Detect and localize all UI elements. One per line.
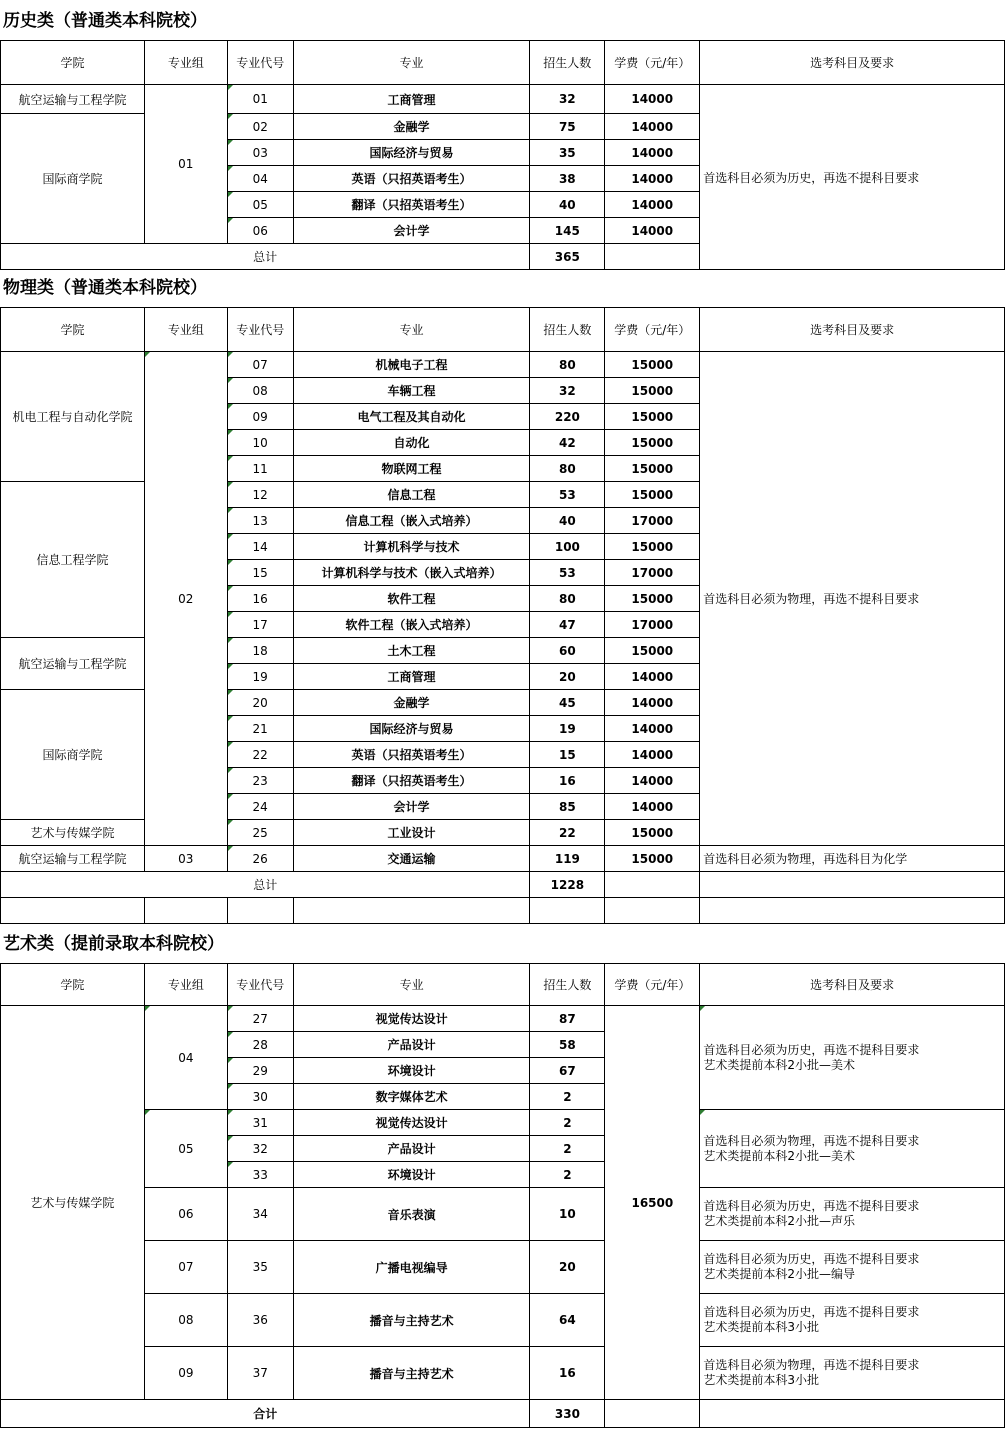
requirement-line-1: 首选科目必须为物理，再选不提科目要求 — [703, 1133, 920, 1148]
college-cell: 航空运输与工程学院 — [1, 638, 145, 690]
requirement-cell — [700, 1006, 1005, 1110]
count-cell: 16 — [530, 768, 605, 794]
code-cell: 03 — [227, 140, 293, 166]
count-cell: 80 — [530, 586, 605, 612]
fee-cell: 15000 — [605, 482, 700, 508]
code-cell: 17 — [227, 612, 293, 638]
major-cell: 英语（只招英语考生） — [293, 166, 530, 192]
major-cell: 车辆工程 — [293, 378, 530, 404]
table-row — [1, 1241, 1005, 1294]
code-cell: 15 — [227, 560, 293, 586]
code-cell: 12 — [227, 482, 293, 508]
total-fee-empty — [605, 244, 700, 270]
college-cell: 艺术与传媒学院 — [1, 1006, 145, 1400]
total-req-empty — [700, 872, 1005, 898]
group-cell: 04 — [144, 1006, 227, 1110]
fee-cell: 15000 — [605, 456, 700, 482]
total-row — [1, 872, 1005, 898]
requirement-line-1: 首选科目必须为历史，再选不提科目要求 — [703, 1305, 920, 1319]
fee-cell: 15000 — [605, 820, 700, 846]
fee-cell: 15000 — [605, 534, 700, 560]
table-row — [1, 1188, 1005, 1241]
major-cell: 会计学 — [293, 218, 530, 244]
art-table — [0, 963, 1005, 1428]
spacer-row — [1, 898, 1005, 924]
major-cell: 数字媒体艺术 — [293, 1084, 530, 1110]
group-cell: 05 — [144, 1110, 227, 1188]
section-title-art: 艺术类（提前录取本科院校） — [3, 934, 224, 954]
major-cell: 播音与主持艺术 — [293, 1294, 530, 1347]
major-cell: 环境设计 — [293, 1162, 530, 1188]
fee-cell: 14000 — [605, 742, 700, 768]
requirement-cell — [700, 1241, 1005, 1294]
table-header-row — [1, 308, 1005, 352]
major-cell: 视觉传达设计 — [293, 1110, 530, 1136]
major-cell: 工商管理 — [293, 664, 530, 690]
count-cell: 20 — [530, 664, 605, 690]
header-major: 专业 — [293, 41, 530, 85]
total-label: 合计 — [1, 1400, 530, 1428]
count-cell: 64 — [530, 1294, 605, 1347]
major-cell: 物联网工程 — [293, 456, 530, 482]
code-cell: 26 — [227, 846, 293, 872]
code-cell: 07 — [227, 352, 293, 378]
header-group: 专业组 — [144, 964, 227, 1006]
requirement-cell — [700, 1294, 1005, 1347]
major-cell: 电气工程及其自动化 — [293, 404, 530, 430]
total-value: 365 — [530, 244, 605, 270]
count-cell: 2 — [530, 1084, 605, 1110]
code-cell: 13 — [227, 508, 293, 534]
count-cell: 85 — [530, 794, 605, 820]
group-cell: 06 — [144, 1188, 227, 1241]
table-row — [1, 1294, 1005, 1347]
requirement-cell — [700, 1347, 1005, 1400]
count-cell: 15 — [530, 742, 605, 768]
code-cell: 30 — [227, 1084, 293, 1110]
header-requirement: 选考科目及要求 — [700, 964, 1005, 1006]
major-cell: 广播电视编导 — [293, 1241, 530, 1294]
total-value: 330 — [530, 1400, 605, 1428]
count-cell: 145 — [530, 218, 605, 244]
requirement-line-2: 艺术类提前本科3小批 — [703, 1320, 819, 1334]
major-cell: 土木工程 — [293, 638, 530, 664]
header-count: 招生人数 — [530, 308, 605, 352]
requirement-line-2: 艺术类提前本科3小批 — [703, 1373, 819, 1387]
count-cell: 40 — [530, 192, 605, 218]
count-cell: 20 — [530, 1241, 605, 1294]
code-cell: 28 — [227, 1032, 293, 1058]
fee-cell: 16500 — [605, 1006, 700, 1400]
major-cell: 工商管理 — [293, 85, 530, 114]
college-cell: 国际商学院 — [1, 114, 145, 244]
requirement-cell — [700, 1110, 1005, 1188]
code-cell: 36 — [227, 1294, 293, 1347]
header-requirement: 选考科目及要求 — [700, 308, 1005, 352]
requirement-cell: 首选科目必须为历史，再选不提科目要求 — [700, 85, 1005, 270]
count-cell: 40 — [530, 508, 605, 534]
group-cell: 07 — [144, 1241, 227, 1294]
fee-cell: 14000 — [605, 664, 700, 690]
code-cell: 08 — [227, 378, 293, 404]
physics-table — [0, 307, 1005, 924]
total-value: 1228 — [530, 872, 605, 898]
count-cell: 22 — [530, 820, 605, 846]
major-cell: 金融学 — [293, 690, 530, 716]
requirement-line-2: 艺术类提前本科2小批—美术 — [703, 1057, 855, 1072]
fee-cell: 14000 — [605, 218, 700, 244]
code-cell: 22 — [227, 742, 293, 768]
requirement-cell: 首选科目必须为物理，再选不提科目要求 — [700, 352, 1005, 846]
college-cell: 机电工程与自动化学院 — [1, 352, 145, 482]
college-cell: 航空运输与工程学院 — [1, 846, 145, 872]
code-cell: 11 — [227, 456, 293, 482]
fee-cell: 15000 — [605, 846, 700, 872]
code-cell: 16 — [227, 586, 293, 612]
header-fee: 学费（元/年） — [605, 308, 700, 352]
count-cell: 16 — [530, 1347, 605, 1400]
major-cell: 音乐表演 — [293, 1188, 530, 1241]
table-row — [1, 85, 1005, 114]
header-code: 专业代号 — [227, 964, 293, 1006]
header-group: 专业组 — [144, 41, 227, 85]
header-fee: 学费（元/年） — [605, 964, 700, 1006]
table-header-row — [1, 964, 1005, 1006]
count-cell: 38 — [530, 166, 605, 192]
code-cell: 19 — [227, 664, 293, 690]
code-cell: 34 — [227, 1188, 293, 1241]
table-row — [1, 1110, 1005, 1136]
table-header-row — [1, 41, 1005, 85]
major-cell: 国际经济与贸易 — [293, 716, 530, 742]
requirement-line-2: 艺术类提前本科2小批—编导 — [703, 1267, 855, 1281]
fee-cell: 14000 — [605, 114, 700, 140]
code-cell: 06 — [227, 218, 293, 244]
major-cell: 机械电子工程 — [293, 352, 530, 378]
header-major: 专业 — [293, 308, 530, 352]
fee-cell: 14000 — [605, 85, 700, 114]
count-cell: 45 — [530, 690, 605, 716]
fee-cell: 14000 — [605, 768, 700, 794]
header-fee: 学费（元/年） — [605, 41, 700, 85]
group-cell: 09 — [144, 1347, 227, 1400]
major-cell: 环境设计 — [293, 1058, 530, 1084]
major-cell: 产品设计 — [293, 1032, 530, 1058]
total-label: 总计 — [1, 244, 530, 270]
code-cell: 01 — [227, 85, 293, 114]
fee-cell: 17000 — [605, 612, 700, 638]
code-cell: 35 — [227, 1241, 293, 1294]
code-cell: 32 — [227, 1136, 293, 1162]
requirement-line-1: 首选科目必须为历史，再选不提科目要求 — [703, 1199, 920, 1213]
count-cell: 220 — [530, 404, 605, 430]
major-cell: 播音与主持艺术 — [293, 1347, 530, 1400]
college-cell: 国际商学院 — [1, 690, 145, 820]
major-cell: 自动化 — [293, 430, 530, 456]
table-row — [1, 352, 1005, 378]
header-count: 招生人数 — [530, 964, 605, 1006]
code-cell: 25 — [227, 820, 293, 846]
section-title-history: 历史类（普通类本科院校） — [3, 11, 207, 31]
table-row — [1, 1347, 1005, 1400]
count-cell: 35 — [530, 140, 605, 166]
major-cell: 计算机科学与技术（嵌入式培养） — [293, 560, 530, 586]
header-code: 专业代号 — [227, 41, 293, 85]
fee-cell: 14000 — [605, 794, 700, 820]
count-cell: 119 — [530, 846, 605, 872]
code-cell: 18 — [227, 638, 293, 664]
code-cell: 20 — [227, 690, 293, 716]
count-cell: 47 — [530, 612, 605, 638]
count-cell: 42 — [530, 430, 605, 456]
code-cell: 09 — [227, 404, 293, 430]
fee-cell: 14000 — [605, 166, 700, 192]
major-cell: 金融学 — [293, 114, 530, 140]
count-cell: 87 — [530, 1006, 605, 1032]
group-cell: 08 — [144, 1294, 227, 1347]
fee-cell: 14000 — [605, 716, 700, 742]
major-cell: 交通运输 — [293, 846, 530, 872]
count-cell: 60 — [530, 638, 605, 664]
total-fee-empty — [605, 1400, 700, 1428]
major-cell: 信息工程 — [293, 482, 530, 508]
header-requirement: 选考科目及要求 — [700, 41, 1005, 85]
fee-cell: 14000 — [605, 690, 700, 716]
code-cell: 21 — [227, 716, 293, 742]
code-cell: 33 — [227, 1162, 293, 1188]
requirement-line-1: 首选科目必须为历史，再选不提科目要求 — [703, 1042, 920, 1057]
header-major: 专业 — [293, 964, 530, 1006]
code-cell: 02 — [227, 114, 293, 140]
code-cell: 04 — [227, 166, 293, 192]
major-cell: 翻译（只招英语考生） — [293, 768, 530, 794]
count-cell: 58 — [530, 1032, 605, 1058]
college-cell: 航空运输与工程学院 — [1, 85, 145, 114]
code-cell: 29 — [227, 1058, 293, 1084]
count-cell: 80 — [530, 456, 605, 482]
code-cell: 05 — [227, 192, 293, 218]
count-cell: 67 — [530, 1058, 605, 1084]
major-cell: 英语（只招英语考生） — [293, 742, 530, 768]
fee-cell: 17000 — [605, 508, 700, 534]
code-cell: 23 — [227, 768, 293, 794]
fee-cell: 15000 — [605, 430, 700, 456]
group-cell: 02 — [144, 352, 227, 846]
section-title-physics: 物理类（普通类本科院校） — [3, 278, 207, 298]
code-cell: 24 — [227, 794, 293, 820]
total-req-empty — [700, 1400, 1005, 1428]
requirement-line-1: 首选科目必须为历史，再选不提科目要求 — [703, 1252, 920, 1266]
fee-cell: 15000 — [605, 378, 700, 404]
history-table — [0, 40, 1005, 270]
code-cell: 14 — [227, 534, 293, 560]
major-cell: 信息工程（嵌入式培养） — [293, 508, 530, 534]
header-college: 学院 — [1, 964, 145, 1006]
requirement-line-2: 艺术类提前本科2小批—声乐 — [703, 1214, 855, 1228]
college-cell: 信息工程学院 — [1, 482, 145, 638]
count-cell: 100 — [530, 534, 605, 560]
count-cell: 2 — [530, 1136, 605, 1162]
code-cell: 10 — [227, 430, 293, 456]
header-count: 招生人数 — [530, 41, 605, 85]
major-cell: 软件工程 — [293, 586, 530, 612]
major-cell: 视觉传达设计 — [293, 1006, 530, 1032]
table-row — [1, 1006, 1005, 1032]
fee-cell: 15000 — [605, 638, 700, 664]
fee-cell: 15000 — [605, 404, 700, 430]
group-cell: 03 — [144, 846, 227, 872]
count-cell: 10 — [530, 1188, 605, 1241]
header-group: 专业组 — [144, 308, 227, 352]
count-cell: 75 — [530, 114, 605, 140]
major-cell: 会计学 — [293, 794, 530, 820]
header-code: 专业代号 — [227, 308, 293, 352]
total-row — [1, 1400, 1005, 1428]
count-cell: 32 — [530, 378, 605, 404]
header-college: 学院 — [1, 308, 145, 352]
count-cell: 53 — [530, 482, 605, 508]
major-cell: 计算机科学与技术 — [293, 534, 530, 560]
major-cell: 软件工程（嵌入式培养） — [293, 612, 530, 638]
count-cell: 80 — [530, 352, 605, 378]
fee-cell: 15000 — [605, 352, 700, 378]
group-cell: 01 — [144, 85, 227, 244]
requirement-cell — [700, 1188, 1005, 1241]
code-cell: 37 — [227, 1347, 293, 1400]
major-cell: 翻译（只招英语考生） — [293, 192, 530, 218]
major-cell: 国际经济与贸易 — [293, 140, 530, 166]
header-college: 学院 — [1, 41, 145, 85]
count-cell: 19 — [530, 716, 605, 742]
code-cell: 31 — [227, 1110, 293, 1136]
requirement-line-1: 首选科目必须为物理，再选不提科目要求 — [703, 1358, 920, 1372]
count-cell: 32 — [530, 85, 605, 114]
fee-cell: 14000 — [605, 140, 700, 166]
fee-cell: 15000 — [605, 586, 700, 612]
count-cell: 2 — [530, 1162, 605, 1188]
requirement-line-2: 艺术类提前本科2小批—美术 — [703, 1148, 855, 1163]
count-cell: 53 — [530, 560, 605, 586]
table-row — [1, 846, 1005, 872]
fee-cell: 17000 — [605, 560, 700, 586]
major-cell: 产品设计 — [293, 1136, 530, 1162]
total-label: 总计 — [1, 872, 530, 898]
requirement-cell: 首选科目必须为物理，再选科目为化学 — [700, 846, 1005, 872]
total-fee-empty — [605, 872, 700, 898]
count-cell: 2 — [530, 1110, 605, 1136]
major-cell: 工业设计 — [293, 820, 530, 846]
fee-cell: 14000 — [605, 192, 700, 218]
code-cell: 27 — [227, 1006, 293, 1032]
college-cell: 艺术与传媒学院 — [1, 820, 145, 846]
